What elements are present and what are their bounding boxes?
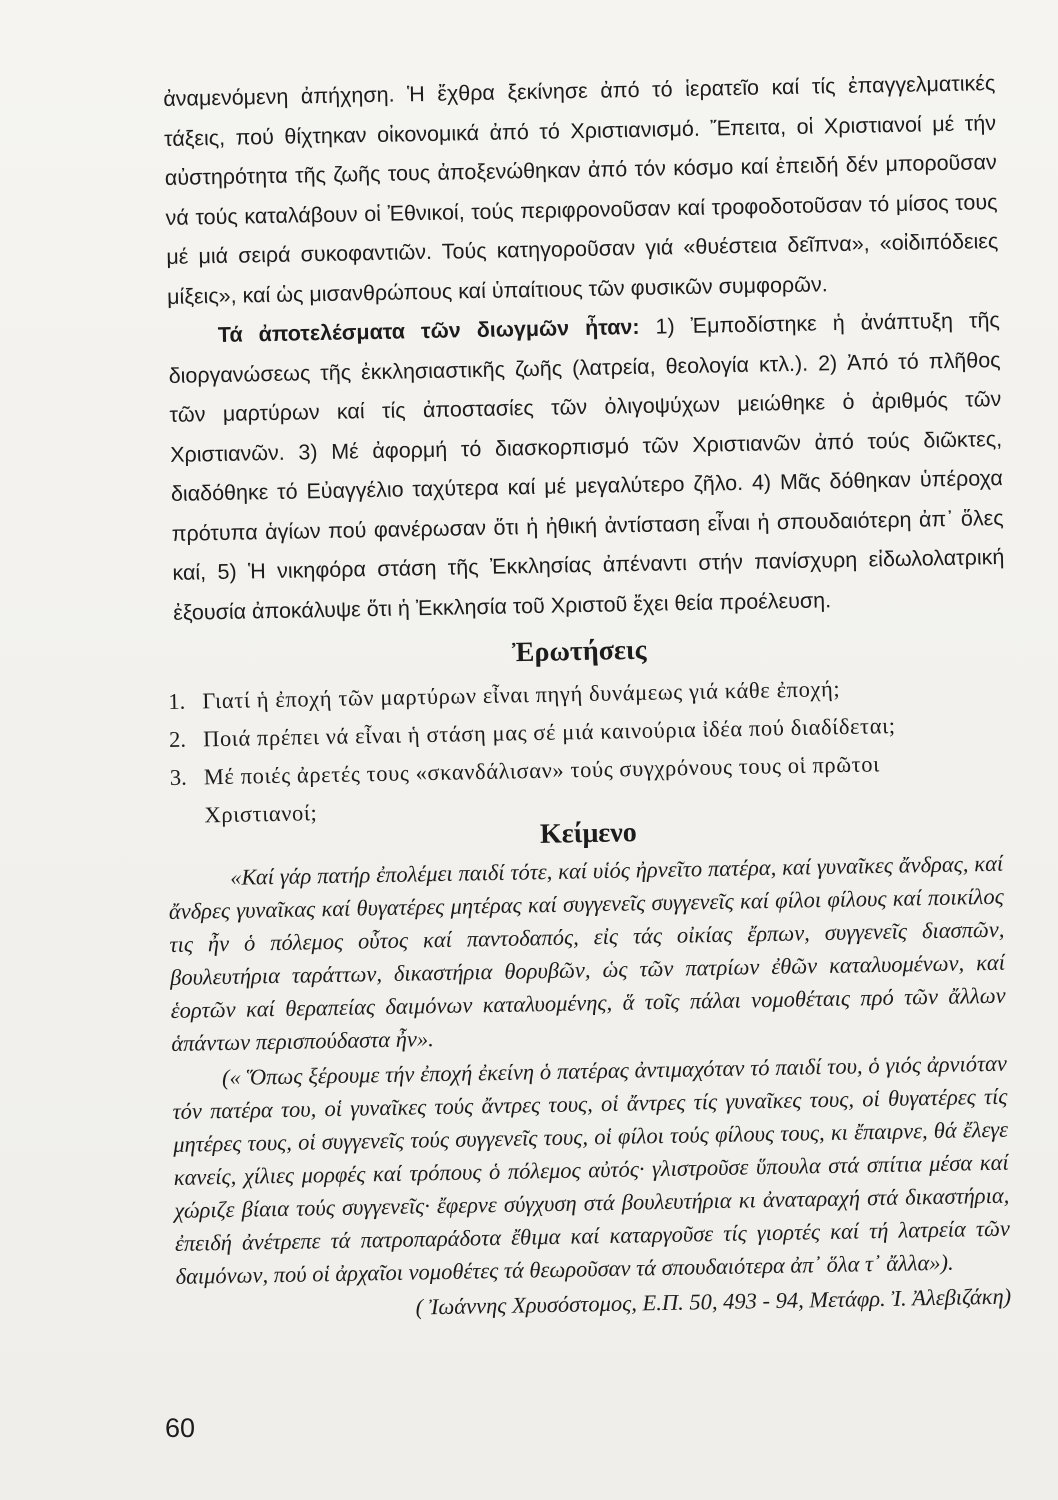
paragraph-results	[168, 301, 1006, 633]
body-text	[163, 64, 1005, 633]
results-lead: Τά ἀποτελέσματα τῶν διωγμῶν ἦταν:	[217, 314, 640, 347]
questions-heading: Ἐρωτήσεις	[511, 634, 647, 669]
results-text: 1) Ἐμποδίστηκε ἡ ἀνάπτυξη τῆς διοργανώσεως τῆς ἐκκλησιαστικῆς ζωῆς (λατρεία, θεολογία κτλ.). 2) Ἀπό τό πλῆθος τῶν μαρτύρων καί τίς ἀποστασίες τῶν ὀλιγοψύχων μειώθηκε ὁ ἀριθμός τῶν Χριστιανῶν. 3) Μέ ἀφορμή τό διασκορπισμό τῶν Χριστιανῶν ἀπό τούς διῶκτες, διαδόθηκε τό Εὐαγγέλιο ταχύτερα καί μέ μεγαλύτερο ζῆλο. 4) Μᾶς δόθηκαν ὑπέροχα πρότυπα ἁγίων πού φανέρωσαν ὅτι ἡ ἠθική ἀντίσταση εἶναι ἡ σπουδαιότερη ἀπ᾿ ὅλες καί, 5) Ἡ νικηφόρα στάση τῆς Ἐκκλησίας ἀπέναντι στήν πανίσχυρη εἰδωλολατρική ἐξουσία ἀποκάλυψε ὅτι ἡ Ἐκκλησία τοῦ Χριστοῦ ἔχει θεία προέλευση.	[168, 307, 1005, 625]
translation: (« Ὅπως ξέρουμε τήν ἐποχή ἐκείνη ὁ πατέρας ἀντιμαχόταν τό παιδί του, ὁ γιός ἀρνιόταν τόν πατέρα του, οἱ γυναῖκες τούς ἄντρες τους, οἱ ἄντρες τίς γυναῖκες τους, οἱ θυγατέρες τίς μητέρες τους, οἱ συγγενεῖς τούς συγγενεῖς τους, οἱ φίλοι τούς φίλους τους, κι ἔπαιρνε, θά ἔλεγε κανείς, χίλιες μορφές καί τρόπους ὁ πόλεμος αὐτός· γλιστροῦσε ὕπουλα στά σπίτια μέσα καί χώριζε βίαια τούς συγγενεῖς· ἔφερνε σύγχυση στά βουλευτήρια κι ἀναταραχή στά δικαστήρια, ἐπειδή ἀνέτρεπε τά πατροπαράδοτα ἔθιμα καί καταργοῦσε τίς γιορτές καί τή λατρεία τῶν δαιμόνων, πού οἱ ἀρχαῖοι νομοθέτες τά θεωροῦσαν τά σπουδαιότερα ἀπ᾿ ὅλα τ᾿ ἄλλα»).	[172, 1050, 1011, 1289]
question-number: 3.	[169, 764, 187, 790]
question-number: 1.	[168, 688, 186, 714]
paragraph-intro: ἀναμενόμενη ἀπήχηση. Ἡ ἔχθρα ξεκίνησε ἀπό τό ἱερατεῖο καί τίς ἐπαγγελματικές τάξεις, πού θίχτηκαν οἰκονομικά ἀπό τό Χριστιανισμό. Ἔπειτα, οἱ Χριστιανοί μέ τήν αὐστηρότητα τῆς ζωῆς τους ἀποξενώθηκαν ἀπό τόν κόσμο καί ἐπειδή δέν μποροῦσαν νά τούς καταλάβουν οἱ Ἐθνικοί, τούς περιφρονοῦσαν καί τροφοδοτοῦσαν τό μίσος τους μέ μιά σειρά συκοφαντιῶν. Τούς κατηγοροῦσαν γιά «θυέστεια δεῖπνα», «οἰδιπόδειες μίξεις», καί ὡς μισανθρώπους καί ὑπαίτιους τῶν φυσικῶν συμφορῶν.	[163, 71, 999, 309]
question-text: Μέ ποιές ἀρετές τους «σκανδάλισαν» τούς συγχρόνους τους οἱ πρῶτοι	[203, 751, 881, 790]
quote-block	[168, 847, 1011, 1328]
question-text: Χριστιανοί;	[204, 800, 318, 828]
question-text: Γιατί ἡ ἐποχή τῶν μαρτύρων εἶναι πηγή δυνάμεως γιά κάθε ἐποχή;	[202, 676, 841, 714]
questions-list	[168, 667, 1006, 835]
page-number: 60	[165, 1413, 196, 1443]
question-number: 2.	[168, 726, 187, 752]
question-text: Ποιά πρέπει νά εἶναι ἡ στάση μας σέ μιά καινούρια ἰδέα πού διαδίδεται;	[202, 713, 896, 752]
source-citation: ( Ἰωάννης Χρυσόστομος, Ε.Π. 50, 493 - 94, Μετάφρ. Ἰ. Ἀλεβιζάκη)	[415, 1283, 1012, 1320]
text-heading: Κείμενο	[539, 817, 638, 850]
ancient-greek-quote: «Καί γάρ πατήρ ἐπολέμει παιδί τότε, καί υἱός ἠρνεῖτο πατέρα, καί γυναῖκες ἄνδρας, καί ἄνδρες γυναῖκας καί θυγατέρες μητέρας καί συγγενεῖς συγγενεῖς καί φίλοι φίλους καί ποικίλος τις ἦν ὁ πόλεμος οὗτος καί παντοδαπός, εἰς τάς οἰκίας ἔρπων, συγγενεῖς διασπῶν, βουλευτήρια ταράττων, δικαστήρια θορυβῶν, ὡς τῶν πατρίων ἐθῶν καταλυομένων, καί ἑορτῶν καί θεραπείας δαιμόνων καταλυομένης, ἅ τοῖς πάλαι νομοθέταις πρό τῶν ἄλλων ἁπάντων περισπούδαστα ἦν».	[168, 850, 1006, 1056]
